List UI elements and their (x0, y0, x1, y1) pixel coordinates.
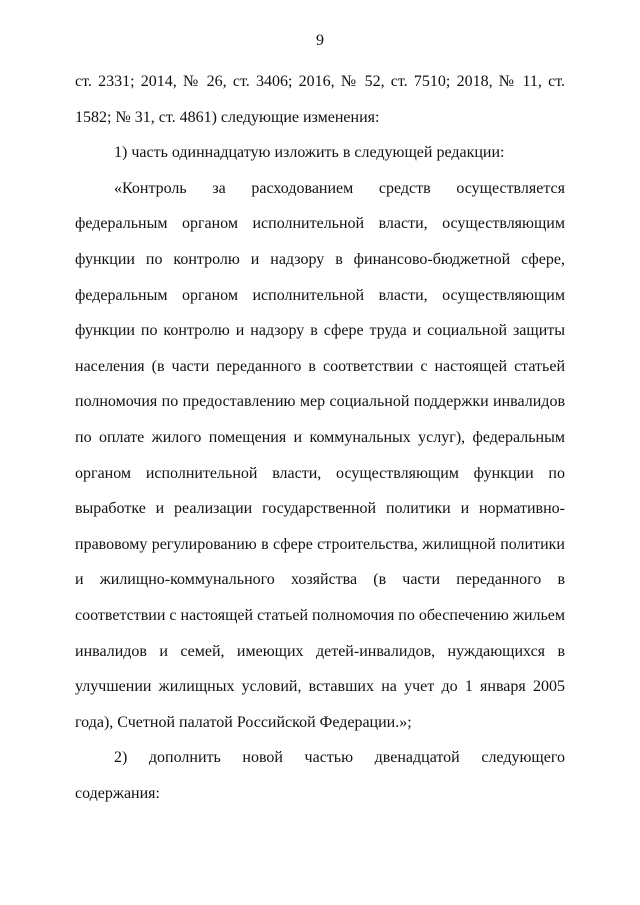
paragraph-item-2: 2) дополнить новой частью двенадцатой следующего содержания: (75, 749, 565, 802)
paragraph-continuation: ст. 2331; 2014, № 26, ст. 3406; 2016, № 52, ст. 7510; 2018, № 11, ст. 1582; № 31, ст. 4861) следующие изменения: (75, 73, 565, 126)
paragraph-quoted-amendment: «Контроль за расходованием средств осуществляется федеральным органом исполнительной власти, осуществляющим функции по контролю и надзору в финансово-бюджетной сфере, федеральным органом исполнительной власти, осуществляющим функции по контролю и надзору в сфере труда и социальной защиты населения (в части переданного в соответствии с настоящей статьей полномочия по предоставлению мер социальной поддержки инвалидов по оплате жилого помещения и коммунальных услуг), федеральным органом исполнительной власти, осуществляющим функции по выработке и реализации государственной политики и нормативно-правовому регулированию в сфере строительства, жилищной политики и жилищно-коммунального хозяйства (в части переданного в соответствии с настоящей статьей полномочия по обеспечению жильем инвалидов и семей, имеющих детей-инвалидов, нуждающихся в улучшении жилищных условий, вставших на учет до 1 января 2005 года), Счетной палатой Российской Федерации.»; (75, 179, 566, 731)
document-body (75, 64, 565, 811)
page-number: 9 (316, 32, 324, 49)
paragraph-item-1: 1) часть одиннадцатую изложить в следующей редакции: (114, 144, 505, 162)
